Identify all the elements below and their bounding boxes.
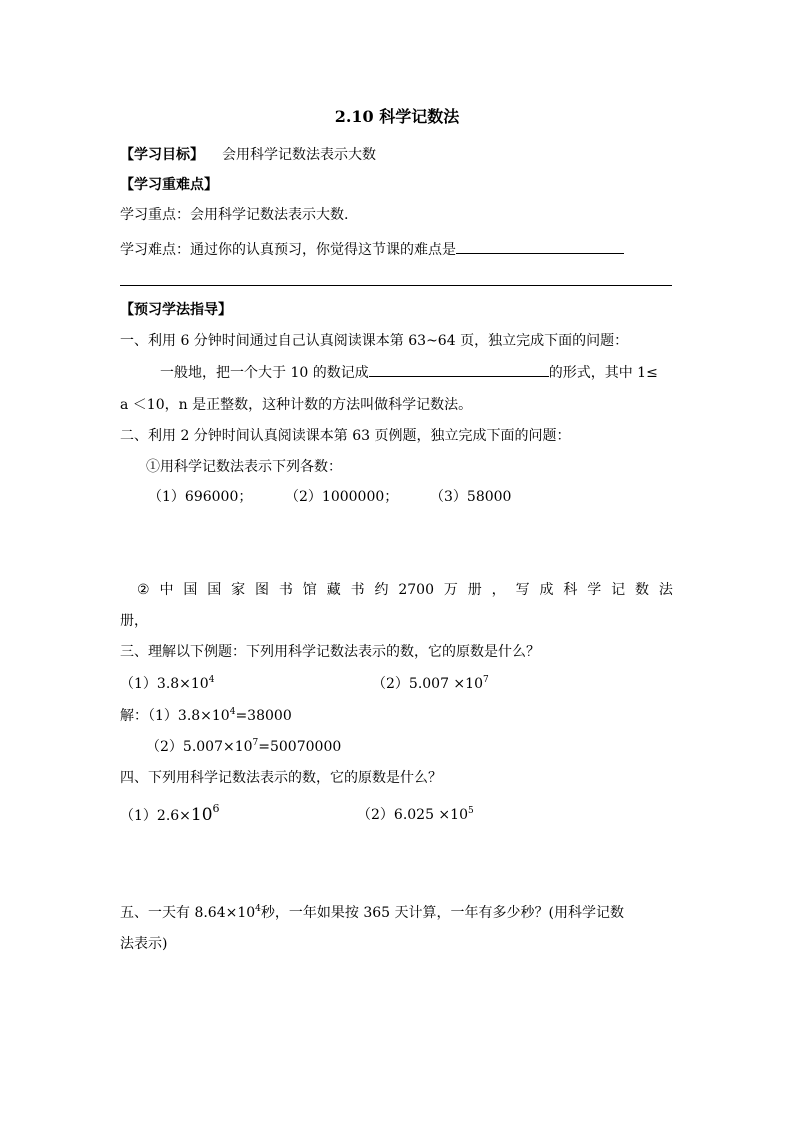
key-point-difficulty bbox=[120, 239, 624, 260]
section-2: 二、利用 2 分钟时间认真阅读课本第 63 页例题，独立完成下面的问题： bbox=[120, 428, 571, 444]
example-1-exponent: 4 bbox=[208, 675, 215, 685]
definition-text-b: 的形式，其中 1≤ bbox=[548, 365, 658, 381]
question-2-char: 记 bbox=[611, 582, 626, 598]
question-2-char: ， bbox=[491, 582, 506, 598]
question-2-char: 万 bbox=[443, 582, 458, 598]
question-2-char: 约 bbox=[374, 582, 389, 598]
question-2-char: 法 bbox=[658, 582, 673, 598]
solution-1 bbox=[120, 706, 292, 726]
question-2-char: 中 bbox=[159, 582, 174, 598]
section-3: 三、理解以下例题：下列用科学记数法表示的数，它的原数是什么？ bbox=[120, 644, 540, 660]
key-point-focus: 学习重点：会用科学记数法表示大数. bbox=[120, 207, 349, 223]
objective-label: 【学习目标】 bbox=[120, 147, 204, 163]
question-2-char: 写 bbox=[515, 582, 530, 598]
question-2-char: 成 bbox=[539, 582, 554, 598]
solution-2-base: （2）5.007×10 bbox=[146, 739, 253, 755]
exercise-2 bbox=[357, 805, 474, 825]
difficulty-blank[interactable] bbox=[456, 239, 624, 254]
section-1-definition bbox=[160, 362, 658, 383]
question-2-char: 国 bbox=[183, 582, 198, 598]
question-2-char: 家 bbox=[231, 582, 246, 598]
solution-1-base: 解：（1）3.8×10 bbox=[120, 708, 230, 724]
exercise-2-exponent: 5 bbox=[467, 806, 474, 816]
definition-blank[interactable] bbox=[369, 362, 549, 377]
exercise-1-exponent: 6 bbox=[212, 802, 220, 815]
question-2-char: 学 bbox=[587, 582, 602, 598]
section-5-text-b: 秒，一年如果按 365 天计算，一年有多少秒？(用科学记数 bbox=[260, 905, 624, 921]
section-1: 一、利用 6 分钟时间通过自己认真阅读课本第 63~64 页，独立完成下面的问题： bbox=[120, 333, 629, 349]
question-2-char: 数 bbox=[635, 582, 650, 598]
section-5-text-a: 五、一天有 8.64×10 bbox=[120, 905, 256, 921]
answer-line[interactable] bbox=[120, 285, 672, 286]
question-1-item-1: （1）696000； bbox=[148, 489, 253, 505]
solution-2-result: =50070000 bbox=[258, 739, 342, 755]
example-2-base: （2）5.007 ×10 bbox=[372, 676, 483, 692]
question-2-char: 藏 bbox=[326, 582, 341, 598]
question-2-char: 馆 bbox=[302, 582, 317, 598]
question-2-char: 国 bbox=[207, 582, 222, 598]
objective-line bbox=[120, 145, 376, 165]
exercise-1-ten: 10 bbox=[190, 805, 213, 825]
solution-2 bbox=[146, 737, 341, 757]
exercise-1-base: （1）2.6× bbox=[120, 808, 191, 824]
section-5-cont: 法表示) bbox=[120, 936, 168, 952]
section-5 bbox=[120, 903, 624, 923]
section-5-exponent: 4 bbox=[255, 904, 261, 914]
question-2-char: 书 bbox=[278, 582, 293, 598]
solution-2-exponent: 7 bbox=[252, 738, 259, 748]
page-title: 2.10 科学记数法 bbox=[334, 107, 460, 126]
exercise-1 bbox=[120, 802, 220, 826]
question-1-item-2: （2）1000000； bbox=[285, 489, 399, 505]
question-2-line bbox=[137, 580, 673, 600]
question-1-item-3: （3）58000 bbox=[430, 489, 512, 505]
guide-label: 【预习学法指导】 bbox=[120, 302, 232, 318]
question-2-char: 书 bbox=[350, 582, 365, 598]
question-2-char: 图 bbox=[255, 582, 270, 598]
example-1-base: （1）3.8×10 bbox=[120, 676, 209, 692]
solution-1-exponent: 4 bbox=[229, 707, 236, 717]
section-1-definition-cont: a ＜10，n 是正整数，这种计数的方法叫做科学记数法。 bbox=[120, 397, 473, 413]
example-1 bbox=[120, 674, 214, 694]
section-4: 四、下列用科学记数法表示的数，它的原数是什么？ bbox=[120, 770, 442, 786]
difficulty-text: 学习难点：通过你的认真预习，你觉得这节课的难点是 bbox=[120, 242, 456, 258]
key-points-label: 【学习重难点】 bbox=[120, 177, 218, 193]
question-2-char: 科 bbox=[563, 582, 578, 598]
objective-text: 会用科学记数法表示大数 bbox=[222, 147, 376, 163]
question-2-char: 2700 bbox=[398, 582, 434, 598]
question-2-end: 册， bbox=[120, 613, 148, 629]
example-2-exponent: 7 bbox=[482, 675, 489, 685]
question-2-char: ② bbox=[137, 582, 150, 598]
exercise-2-base: （2）6.025 ×10 bbox=[357, 807, 468, 823]
definition-text-a: 一般地，把一个大于 10 的数记成 bbox=[160, 365, 369, 381]
question-1-heading: ①用科学记数法表示下列各数： bbox=[146, 459, 342, 475]
example-2 bbox=[372, 674, 489, 694]
solution-1-result: =38000 bbox=[235, 708, 292, 724]
question-2-char: 册 bbox=[467, 582, 482, 598]
